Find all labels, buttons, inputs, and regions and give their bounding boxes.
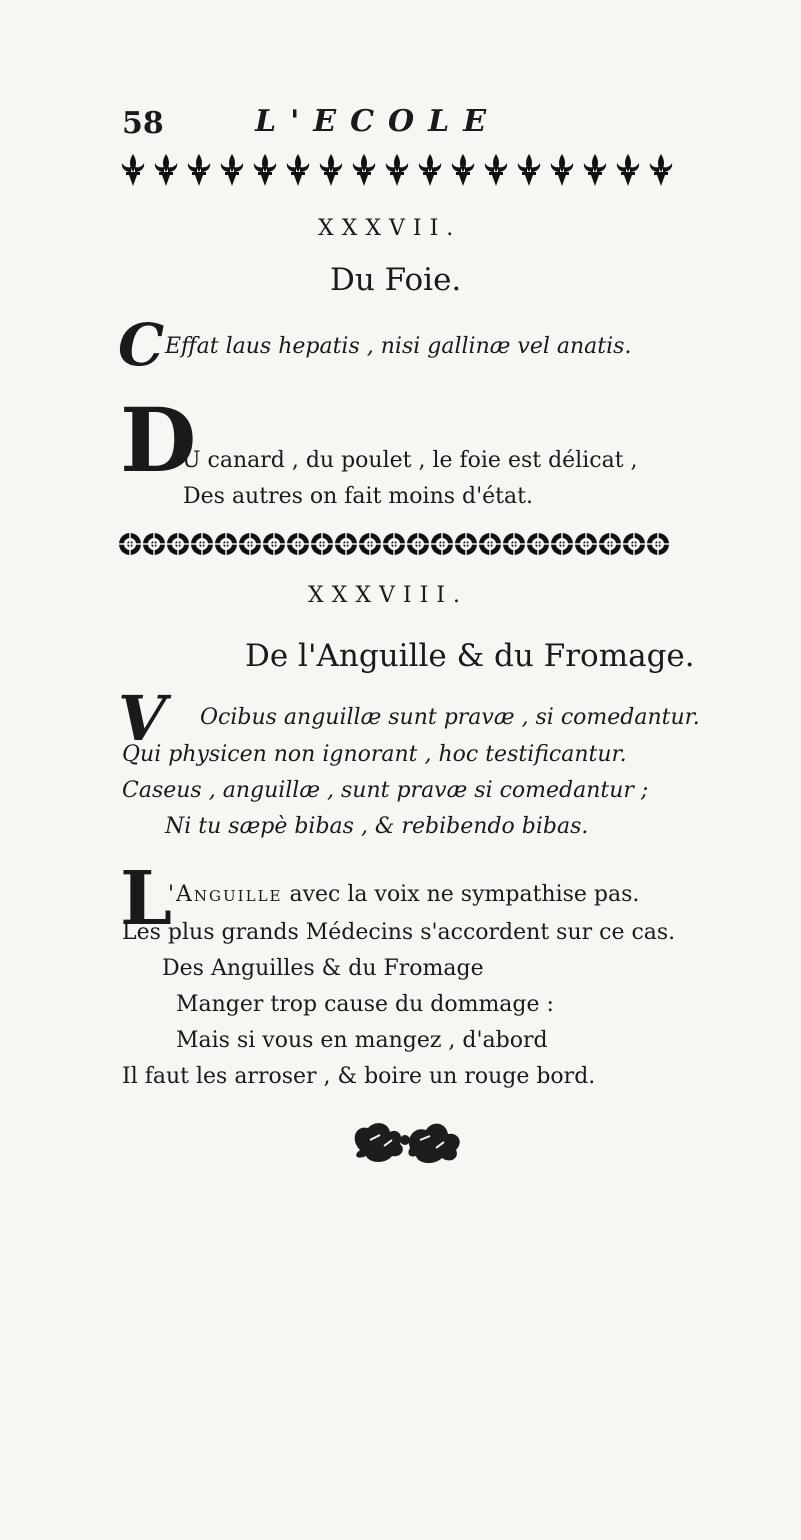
french-line: Mais si vous en mangez , d'abord — [176, 1028, 548, 1053]
french-dropcap: L — [120, 856, 173, 942]
page-number: 58 — [122, 106, 164, 141]
french-line: Des autres on fait moins d'état. — [183, 484, 533, 509]
section-numeral: XXXVIII. — [308, 583, 468, 608]
french-line: Il faut les arroser , & boire un rouge bord. — [122, 1064, 596, 1089]
latin-line: Ni tu sæpè bibas , & rebibendo bibas. — [165, 814, 589, 839]
section-title: De l'Anguille & du Fromage. — [245, 638, 695, 674]
rosette-icon — [118, 528, 678, 560]
section-numeral: XXXVII. — [318, 216, 462, 241]
french-line: U canard , du poulet , le foie est délicat , — [182, 448, 638, 473]
latin-line: Qui physicen non ignorant , hoc testificantur. — [122, 742, 627, 767]
french-dropcap: D — [120, 388, 197, 492]
small-caps-word: 'Anguille — [168, 882, 283, 907]
tailpiece-ornament-icon — [340, 1110, 470, 1170]
section-title: Du Foie. — [330, 262, 462, 298]
french-line: Les plus grands Médecins s'accordent sur ce cas. — [122, 920, 676, 945]
french-line: Des Anguilles & du Fromage — [162, 956, 484, 981]
fleur-de-lis-icon — [118, 152, 678, 192]
french-line-rest: avec la voix ne sympathise pas. — [289, 882, 640, 907]
rosette-border — [118, 528, 678, 560]
french-line — [168, 882, 639, 907]
latin-line: Ocibus anguillæ sunt pravæ , si comedantur. — [200, 705, 700, 730]
fleur-de-lis-border — [118, 152, 678, 192]
running-head: L'ECOLE — [255, 104, 501, 139]
latin-line: Caseus , anguillæ , sunt pravæ si comedantur ; — [122, 778, 649, 803]
latin-dropcap: V — [118, 682, 167, 755]
latin-dropcap: C — [118, 311, 165, 379]
french-line: Manger trop cause du dommage : — [176, 992, 554, 1017]
latin-line: Effat laus hepatis , nisi gallinæ vel anatis. — [165, 334, 632, 359]
